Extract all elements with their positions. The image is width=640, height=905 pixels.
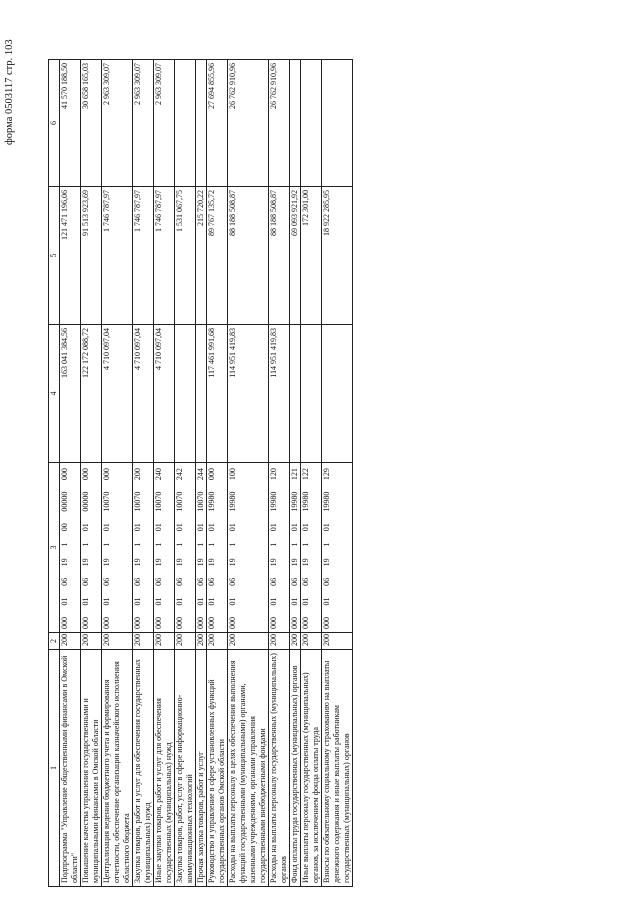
code-segment: 01 — [301, 523, 310, 532]
executed-amount: 18 922 285,95 — [322, 187, 353, 325]
code-segment: 19 — [290, 558, 299, 567]
executed-amount: 1 746 787,97 — [154, 187, 175, 325]
row-name: Подпрограмма "Управление общественными финансами в Омской области" — [60, 650, 81, 887]
table-row — [60, 60, 81, 887]
code-segment: 19980 — [228, 491, 237, 512]
remaining-amount — [175, 60, 196, 187]
code-segment: 00000 — [60, 491, 69, 512]
line-code: 200 — [81, 633, 102, 650]
code-segment: 120 — [269, 468, 278, 481]
table-row — [269, 60, 290, 887]
code-segment: 1 — [81, 542, 90, 547]
code-segment: 06 — [207, 577, 216, 586]
executed-amount: 215 720,22 — [196, 187, 207, 325]
code-segment: 06 — [175, 577, 184, 586]
approved-amount: 4 710 097,04 — [133, 325, 154, 463]
code-segment: 01 — [133, 597, 142, 606]
code-segment: 000 — [102, 468, 111, 481]
code-segment: 19980 — [301, 491, 310, 512]
row-name: Расходы на выплаты персоналу в целях обеспечения выполнения функций государственными (муниципальными) органами, казенными учреждениями, органами управления государственными внебюджетными фондами — [228, 650, 269, 887]
budget-table — [48, 59, 353, 887]
remaining-amount: 2 963 309,07 — [133, 60, 154, 187]
executed-amount: 1 531 067,75 — [175, 187, 196, 325]
code-segment: 06 — [290, 577, 299, 586]
budget-classification-code — [154, 463, 175, 633]
budget-classification-code — [81, 463, 102, 633]
code-segment: 100 — [228, 468, 237, 481]
code-segment: 01 — [81, 597, 90, 606]
code-segment: 000 — [228, 617, 237, 629]
code-segment: 1 — [290, 542, 299, 547]
code-segment: 000 — [207, 468, 216, 481]
code-segment: 1 — [133, 542, 142, 547]
table-row — [207, 60, 228, 887]
remaining-amount: 26 762 910,96 — [228, 60, 269, 187]
code-segment: 19 — [154, 558, 163, 567]
remaining-amount — [322, 60, 353, 187]
column-number-row — [49, 60, 60, 887]
code-segment: 10070 — [102, 491, 111, 512]
code-segment: 000 — [133, 617, 142, 629]
remaining-amount: 27 694 855,96 — [207, 60, 228, 187]
code-segment: 01 — [290, 597, 299, 606]
code-segment: 000 — [322, 617, 331, 629]
code-segment: 01 — [154, 523, 163, 532]
code-segment: 01 — [269, 523, 278, 532]
code-segment: 01 — [196, 597, 205, 606]
code-segment: 000 — [81, 617, 90, 629]
column-number: 2 — [49, 633, 60, 650]
executed-amount: 121 471 196,06 — [60, 187, 81, 325]
executed-amount: 88 188 508,87 — [228, 187, 269, 325]
code-segment: 01 — [81, 523, 90, 532]
code-segment: 122 — [301, 468, 310, 481]
line-code: 200 — [301, 633, 322, 650]
code-segment: 01 — [228, 523, 237, 532]
remaining-amount: 2 963 309,07 — [154, 60, 175, 187]
line-code: 200 — [269, 633, 290, 650]
approved-amount: 114 951 419,83 — [228, 325, 269, 463]
code-segment: 19 — [228, 558, 237, 567]
code-segment: 000 — [60, 468, 69, 481]
line-code: 200 — [133, 633, 154, 650]
table-row — [154, 60, 175, 887]
executed-amount: 88 188 508,87 — [269, 187, 290, 325]
row-name: Централизация ведения бюджетного учета и формирования отчетности, обеспечение организации казначейского исполнения областного бюджета — [102, 650, 133, 887]
table-row — [102, 60, 133, 887]
table-row — [322, 60, 353, 887]
code-segment: 19 — [269, 558, 278, 567]
code-segment: 19 — [81, 558, 90, 567]
code-segment: 19 — [60, 558, 69, 567]
code-segment: 06 — [60, 577, 69, 586]
remaining-amount — [301, 60, 322, 187]
table-row — [81, 60, 102, 887]
code-segment: 19 — [322, 558, 331, 567]
code-segment: 19980 — [269, 491, 278, 512]
code-segment: 01 — [175, 597, 184, 606]
code-segment: 1 — [301, 542, 310, 547]
approved-amount: 117 461 991,68 — [207, 325, 228, 463]
code-segment: 244 — [196, 468, 205, 481]
executed-amount: 1 746 787,97 — [133, 187, 154, 325]
code-segment: 01 — [207, 523, 216, 532]
code-segment: 06 — [269, 577, 278, 586]
column-number: 4 — [49, 325, 60, 463]
executed-amount: 91 513 923,69 — [81, 187, 102, 325]
remaining-amount: 26 762 910,96 — [269, 60, 290, 187]
code-segment: 240 — [154, 468, 163, 481]
executed-amount: 89 767 135,72 — [207, 187, 228, 325]
code-segment: 01 — [60, 597, 69, 606]
code-segment: 000 — [175, 617, 184, 629]
column-number: 3 — [49, 463, 60, 633]
line-code: 200 — [196, 633, 207, 650]
remaining-amount: 41 570 188,50 — [60, 60, 81, 187]
line-code: 200 — [207, 633, 228, 650]
code-segment: 1 — [322, 542, 331, 547]
row-name: Повышение качества управления государственными и муниципальными финансами в Омской области — [81, 650, 102, 887]
approved-amount: 4 710 097,04 — [102, 325, 133, 463]
remaining-amount: 30 658 165,03 — [81, 60, 102, 187]
code-segment: 000 — [154, 617, 163, 629]
table-row — [196, 60, 207, 887]
code-segment: 000 — [207, 617, 216, 629]
approved-amount — [175, 325, 196, 463]
budget-classification-code — [102, 463, 133, 633]
table-row — [228, 60, 269, 887]
line-code: 200 — [60, 633, 81, 650]
row-name: Иные закупки товаров, работ и услуг для обеспечения государственных (муниципальных) нужд — [154, 650, 175, 887]
code-segment: 01 — [154, 597, 163, 606]
code-segment: 000 — [81, 468, 90, 481]
table-row — [175, 60, 196, 887]
code-segment: 121 — [290, 468, 299, 481]
code-segment: 00 — [60, 523, 69, 532]
code-segment: 06 — [228, 577, 237, 586]
approved-amount: 122 172 088,72 — [81, 325, 102, 463]
column-number: 1 — [49, 650, 60, 887]
remaining-amount — [196, 60, 207, 187]
code-segment: 01 — [290, 523, 299, 532]
line-code: 200 — [175, 633, 196, 650]
budget-classification-code — [228, 463, 269, 633]
code-segment: 06 — [196, 577, 205, 586]
row-name: Фонд оплаты труда государственных (муниципальных) органов — [290, 650, 301, 887]
executed-amount: 69 093 921,92 — [290, 187, 301, 325]
code-segment: 01 — [133, 523, 142, 532]
code-segment: 1 — [207, 542, 216, 547]
code-segment: 000 — [290, 617, 299, 629]
code-segment: 000 — [196, 617, 205, 629]
code-segment: 19980 — [207, 491, 216, 512]
code-segment: 19980 — [322, 491, 331, 512]
budget-classification-code — [269, 463, 290, 633]
code-segment: 01 — [269, 597, 278, 606]
budget-classification-code — [322, 463, 353, 633]
line-code: 200 — [228, 633, 269, 650]
row-name: Закупка товаров, работ и услуг для обеспечения государственных (муниципальных) нужд — [133, 650, 154, 887]
budget-classification-code — [207, 463, 228, 633]
code-segment: 06 — [301, 577, 310, 586]
code-segment: 01 — [196, 523, 205, 532]
code-segment: 19 — [207, 558, 216, 567]
column-number: 5 — [49, 187, 60, 325]
code-segment: 06 — [154, 577, 163, 586]
code-segment: 06 — [81, 577, 90, 586]
code-segment: 129 — [322, 468, 331, 481]
code-segment: 19 — [102, 558, 111, 567]
budget-classification-code — [60, 463, 81, 633]
approved-amount — [301, 325, 322, 463]
line-code: 200 — [322, 633, 353, 650]
column-number: 6 — [49, 60, 60, 187]
code-segment: 01 — [228, 597, 237, 606]
code-segment: 06 — [322, 577, 331, 586]
code-segment: 10070 — [154, 491, 163, 512]
code-segment: 000 — [301, 617, 310, 629]
code-segment: 01 — [207, 597, 216, 606]
code-segment: 10070 — [133, 491, 142, 512]
code-segment: 19980 — [290, 491, 299, 512]
code-segment: 01 — [322, 523, 331, 532]
code-segment: 19 — [196, 558, 205, 567]
code-segment: 1 — [269, 542, 278, 547]
code-segment: 1 — [102, 542, 111, 547]
approved-amount: 163 041 384,56 — [60, 325, 81, 463]
row-name: Иные выплаты персоналу государственных (муниципальных) органов, за исключением фонда оплаты труда — [301, 650, 322, 887]
code-segment: 19 — [175, 558, 184, 567]
code-segment: 000 — [269, 617, 278, 629]
code-segment: 242 — [175, 468, 184, 481]
code-segment: 06 — [102, 577, 111, 586]
approved-amount — [322, 325, 353, 463]
remaining-amount — [290, 60, 301, 187]
code-segment: 01 — [322, 597, 331, 606]
remaining-amount: 2 963 309,07 — [102, 60, 133, 187]
line-code: 200 — [290, 633, 301, 650]
line-code: 200 — [154, 633, 175, 650]
code-segment: 200 — [133, 468, 142, 481]
budget-classification-code — [133, 463, 154, 633]
line-code: 200 — [102, 633, 133, 650]
code-segment: 10070 — [175, 491, 184, 512]
budget-classification-code — [301, 463, 322, 633]
form-label: форма 0503117 стр. 103 — [4, 39, 15, 145]
row-name: Расходы на выплаты персоналу государственных (муниципальных) органов — [269, 650, 290, 887]
budget-classification-code — [175, 463, 196, 633]
code-segment: 00000 — [81, 491, 90, 512]
row-name: Руководство и управление в сфере установленных функций государственных органов Омской области — [207, 650, 228, 887]
code-segment: 01 — [102, 597, 111, 606]
approved-amount — [196, 325, 207, 463]
budget-classification-code — [290, 463, 301, 633]
rotated-page — [0, 25, 640, 905]
table-row — [133, 60, 154, 887]
code-segment: 1 — [228, 542, 237, 547]
code-segment: 01 — [175, 523, 184, 532]
approved-amount — [290, 325, 301, 463]
code-segment: 19 — [133, 558, 142, 567]
code-segment: 1 — [154, 542, 163, 547]
code-segment: 000 — [60, 617, 69, 629]
code-segment: 1 — [196, 542, 205, 547]
code-segment: 06 — [133, 577, 142, 586]
budget-classification-code — [196, 463, 207, 633]
code-segment: 1 — [175, 542, 184, 547]
row-name: Закупка товаров, работ, услуг в сфере информационно-коммуникационных технологий — [175, 650, 196, 887]
table-row — [290, 60, 301, 887]
table-row — [301, 60, 322, 887]
executed-amount: 1 746 787,97 — [102, 187, 133, 325]
row-name: Взносы по обязательному социальному страхованию на выплаты денежного содержания и иные выплаты работникам государственных (муниципальных) органов — [322, 650, 353, 887]
code-segment: 19 — [301, 558, 310, 567]
approved-amount: 4 710 097,04 — [154, 325, 175, 463]
code-segment: 01 — [102, 523, 111, 532]
code-segment: 01 — [301, 597, 310, 606]
executed-amount: 172 301,00 — [301, 187, 322, 325]
approved-amount: 114 951 419,83 — [269, 325, 290, 463]
row-name: Прочая закупка товаров, работ и услуг — [196, 650, 207, 887]
code-segment: 000 — [102, 617, 111, 629]
code-segment: 1 — [60, 542, 69, 547]
code-segment: 10070 — [196, 491, 205, 512]
